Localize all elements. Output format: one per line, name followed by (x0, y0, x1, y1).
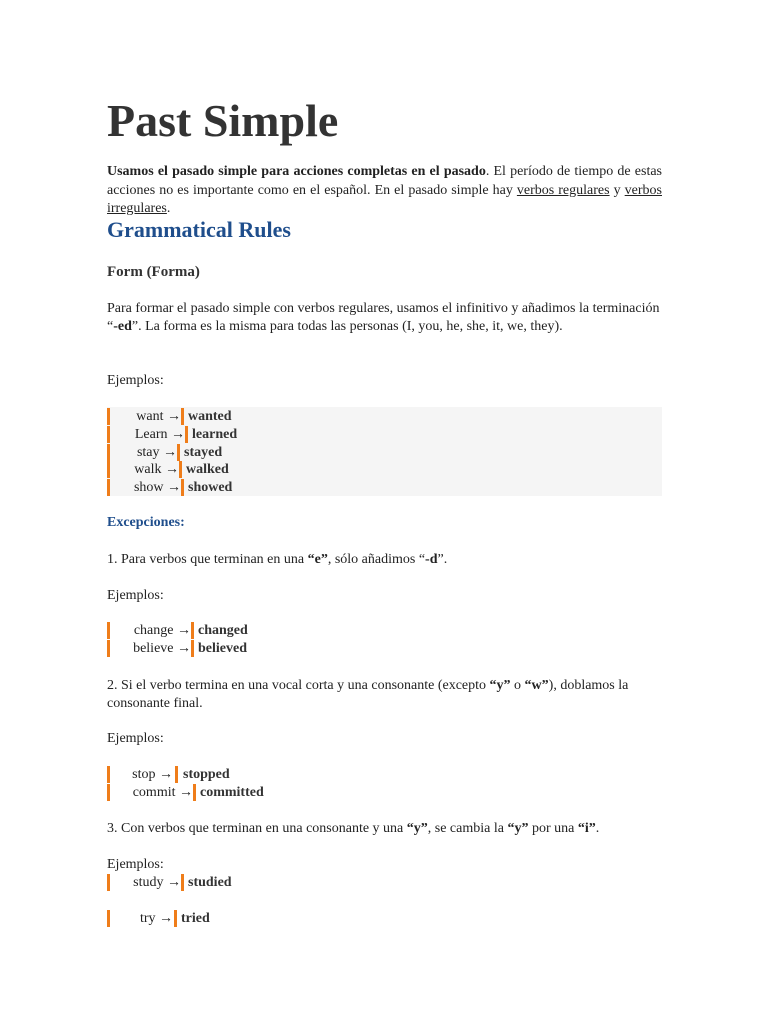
intro-text: . El período de tiempo de estas acciones no es importante como en el español. En el pasado simple hay (107, 164, 663, 198)
example-base: study → (133, 875, 181, 890)
example-past: learned (192, 427, 238, 442)
accent-bar (177, 444, 180, 461)
accent-bar (107, 479, 110, 496)
accent-bar (107, 766, 110, 783)
accent-bar (107, 910, 110, 927)
accent-bar (107, 426, 110, 443)
example-base: try → (139, 911, 173, 926)
form-paragraph (107, 300, 662, 336)
link-regular-verbs[interactable]: verbos regulares (516, 182, 610, 198)
examples-e-box (107, 622, 662, 658)
accent-bar (107, 408, 110, 425)
example-past: changed (198, 623, 248, 638)
example-base: change → (133, 623, 191, 638)
example-base: believe → (133, 641, 191, 656)
example-past: believed (198, 641, 247, 656)
rule-2: 2. Si el verbo termina en una vocal corta y una consonante (excepto “y” o “w”), doblamos la consonante final. (107, 678, 629, 711)
accent-bar (174, 910, 177, 927)
example-base: commit → (132, 785, 193, 800)
example-past: stayed (184, 445, 223, 460)
example-base: walk → (134, 462, 179, 477)
example-past: walked (186, 462, 229, 477)
intro-paragraph (107, 163, 662, 219)
example-past: committed (200, 785, 264, 800)
accent-bar (191, 640, 194, 657)
example-base: stay → (136, 445, 177, 460)
page-title: Past Simple (107, 95, 339, 146)
example-base: stop → (132, 767, 173, 782)
examples-label: Ejemplos: (107, 731, 164, 746)
example-base: show → (133, 480, 181, 495)
accent-bar (191, 622, 194, 639)
heading-exceptions: Excepciones: (107, 515, 185, 530)
accent-bar (193, 784, 196, 801)
accent-bar (179, 461, 182, 478)
examples-label: Ejemplos: (107, 373, 164, 388)
rule-1: 1. Para verbos que terminan en una “e”, sólo añadimos “-d”. (107, 552, 448, 567)
example-base: want → (136, 409, 181, 424)
heading-grammatical-rules: Grammatical Rules (107, 217, 291, 242)
form-ending: -ed (113, 319, 132, 334)
intro-end: . (166, 201, 171, 216)
link-irregular-verbs[interactable]: verbos irregulares (107, 182, 662, 216)
accent-bar (185, 426, 188, 443)
accent-bar (175, 766, 178, 783)
example-past: stopped (183, 767, 230, 782)
accent-bar (107, 622, 110, 639)
examples-regular-box (107, 407, 662, 496)
examples-label: Ejemplos: (107, 588, 164, 603)
accent-bar (107, 461, 110, 478)
accent-bar (181, 408, 184, 425)
accent-bar (107, 784, 110, 801)
examples-y-box (107, 874, 662, 892)
accent-bar (107, 640, 110, 657)
intro-and: y (609, 182, 625, 198)
heading-form: Form (Forma) (107, 264, 200, 280)
example-past: studied (188, 875, 232, 890)
examples-y-box-2 (107, 910, 662, 928)
form-text-1: Para formar el pasado simple con verbos regulares, usamos el infinitivo y añadimos la terminación “ (107, 301, 660, 334)
accent-bar (107, 444, 110, 461)
accent-bar (107, 874, 110, 891)
accent-bar (181, 874, 184, 891)
examples-double-box (107, 766, 662, 802)
examples-label: Ejemplos: (107, 857, 164, 872)
example-past: wanted (188, 409, 232, 424)
example-base: Learn → (134, 427, 185, 442)
example-past: tried (181, 911, 210, 926)
form-text-2: ”. La forma es la misma para todas las personas (I, you, he, she, it, we, they). (131, 319, 563, 334)
intro-bold: Usamos el pasado simple para acciones completas en el pasado (107, 164, 486, 179)
rule-3: 3. Con verbos que terminan en una consonante y una “y”, se cambia la “y” por una “i”. (107, 821, 600, 836)
accent-bar (181, 479, 184, 496)
example-past: showed (188, 480, 233, 495)
